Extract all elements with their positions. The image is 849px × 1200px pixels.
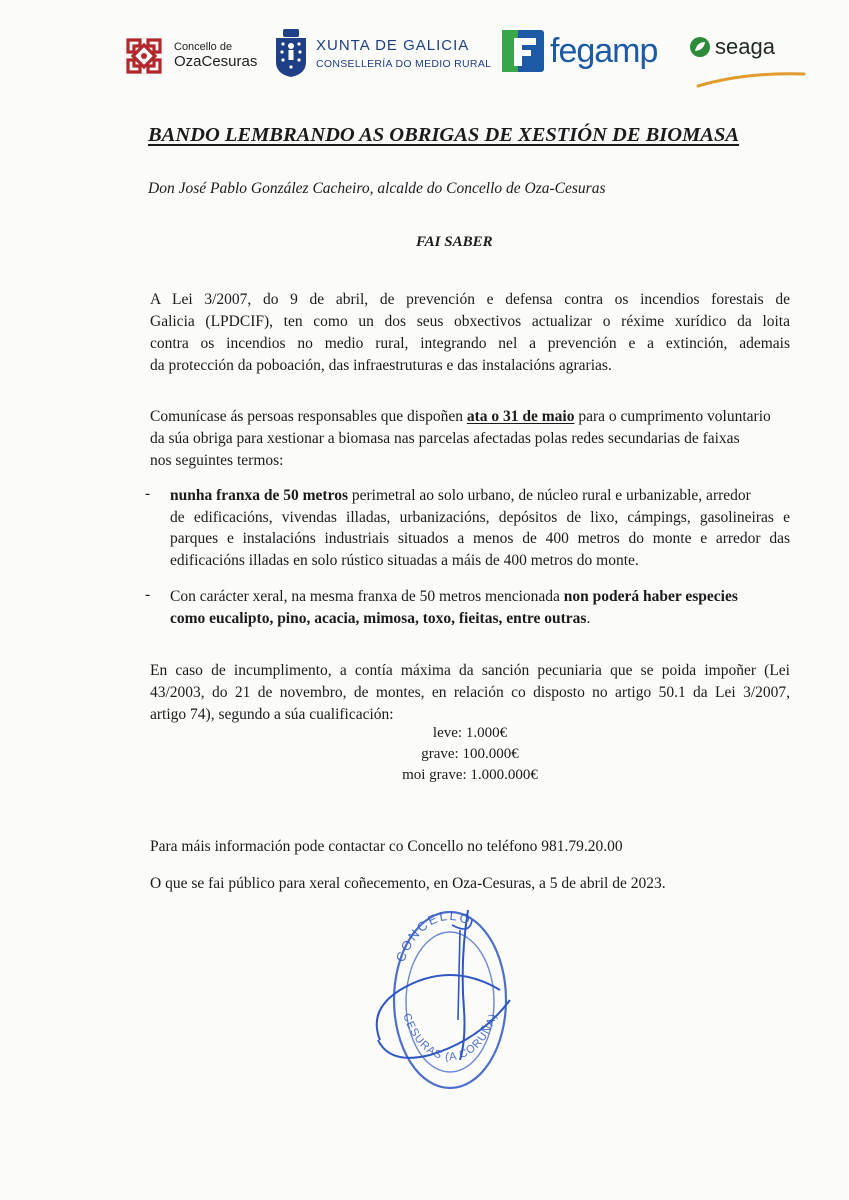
official-stamp-signature bbox=[360, 890, 540, 1100]
seaga-wordmark: seaga bbox=[715, 34, 775, 59]
header-logos bbox=[0, 28, 849, 88]
bullet2-line-2 bbox=[170, 608, 790, 630]
intro-line: da protección da poboación, das infraestruturas e das instalacións agrarias. bbox=[150, 357, 612, 374]
intro-line: A Lei 3/2007, do 9 de abril, de prevención e defensa contra os incendios forestais de bbox=[150, 291, 790, 308]
publication-line: O que se fai público para xeral coñecemento, en Oza-Cesuras, a 5 de abril de 2023. bbox=[150, 875, 666, 892]
sanction-paragraph bbox=[150, 660, 790, 726]
notice-line-1 bbox=[150, 406, 790, 428]
fegamp-logo bbox=[502, 30, 657, 72]
intro-line: contra os incendios no medio rural, integrando nel a prevención e a extinción, ademais bbox=[150, 335, 790, 352]
deadline-text: ata o 31 de maio bbox=[466, 408, 575, 425]
sanction-line: 43/2003, do 21 de novembro, de montes, en relación co disposto no artigo 50.1 da Lei 3/2007, bbox=[150, 684, 790, 701]
notice-paragraph bbox=[150, 406, 790, 472]
seaga-logo bbox=[689, 34, 775, 60]
document-subtitle: Don José Pablo González Cacheiro, alcalde do Concello de Oza-Cesuras bbox=[148, 180, 606, 197]
fine-item-moi-grave: moi grave: 1.000.000€ bbox=[402, 767, 538, 783]
bullet-dash: - bbox=[145, 586, 151, 603]
bullet1-line-1-rest: perimetral ao solo urbano, de núcleo rural e urbanizable, arredor bbox=[347, 487, 751, 504]
oza-cesuras-emblem-icon bbox=[124, 36, 164, 76]
svg-text:CESURAS (A CORUÑA): CESURAS (A CORUÑA) bbox=[400, 1011, 500, 1064]
xunta-logo-subtitle: CONSELLERÍA DO MEDIO RURAL bbox=[316, 57, 492, 70]
oza-logo-line1: Concello de bbox=[174, 41, 233, 54]
notice-line-3: nos seguintes termos: bbox=[150, 452, 284, 469]
seaga-swoosh-icon bbox=[696, 70, 806, 88]
fegamp-wordmark: fegamp bbox=[550, 31, 658, 70]
bullet-dash: - bbox=[145, 485, 151, 502]
document-title: BANDO LEMBRANDO AS OBRIGAS DE XESTIÓN DE BIOMASA bbox=[148, 124, 740, 146]
fines-list bbox=[340, 723, 600, 786]
notice-line-1-post: para o cumprimento voluntario bbox=[574, 408, 771, 425]
bullet1-line-1 bbox=[170, 485, 790, 507]
notice-line-2: da súa obriga para xestionar a biomasa nas parcelas afectadas polas redes secundarias de faixas bbox=[150, 430, 740, 447]
contact-line: Para máis información pode contactar co Concello no teléfono 981.79.20.00 bbox=[150, 838, 623, 855]
xunta-logo-title: XUNTA DE GALICIA bbox=[316, 36, 470, 54]
intro-paragraph bbox=[150, 289, 790, 377]
bullet2-bold-1: non poderá haber especies bbox=[563, 588, 738, 605]
fai-saber-heading: FAI SABER bbox=[416, 234, 493, 250]
bullet2-line-1-pre: Con carácter xeral, na mesma franxa de 50 metros mencionada bbox=[170, 588, 564, 605]
seaga-leaf-icon bbox=[689, 36, 711, 58]
bullet-item-strip bbox=[170, 485, 790, 571]
svg-text:CONCELLO: CONCELLO bbox=[392, 907, 475, 964]
bullet1-line-4: edificacións illadas en solo rústico situadas a máis de 400 metros do monte. bbox=[170, 551, 639, 569]
oza-cesuras-logo bbox=[124, 36, 257, 76]
intro-line: Galicia (LPDCIF), ten como un dos seus obxectivos actualizar o réxime xurídico da loita bbox=[150, 313, 790, 330]
bullet2-bold-2: como eucalipto, pino, acacia, mimosa, toxo, fieitas, entre outras bbox=[170, 609, 587, 627]
bullet2-line-2-post: . bbox=[586, 609, 591, 627]
fine-item-leve: leve: 1.000€ bbox=[432, 725, 508, 741]
notice-line-1-pre: Comunícase ás persoas responsables que dispoñen bbox=[150, 408, 467, 425]
oza-logo-line2: OzaCesuras bbox=[174, 52, 258, 70]
bullet1-line-2: de edificacións, vivendas illadas, urbanizacións, depósitos de lixo, cámpings, gasolineiras e bbox=[170, 508, 790, 526]
galicia-shield-icon bbox=[274, 28, 308, 78]
sanction-line: En caso de incumplimento, a contía máxima da sanción pecuniaria que se poida impoñer (Lei bbox=[150, 662, 790, 679]
fine-item-grave: grave: 100.000€ bbox=[421, 746, 519, 762]
bullet-item-species bbox=[170, 586, 790, 629]
fegamp-f-icon bbox=[502, 30, 544, 72]
xunta-galicia-logo bbox=[274, 28, 491, 78]
bullet2-line-1 bbox=[170, 586, 790, 608]
bullet1-line-3: parques e instalacións industriais situados a menos de 400 metros do monte e arredor das bbox=[170, 530, 790, 547]
bullet1-bold: nunha franxa de 50 metros bbox=[170, 487, 348, 504]
sanction-line: artigo 74), segundo a súa cualificación: bbox=[150, 706, 394, 723]
